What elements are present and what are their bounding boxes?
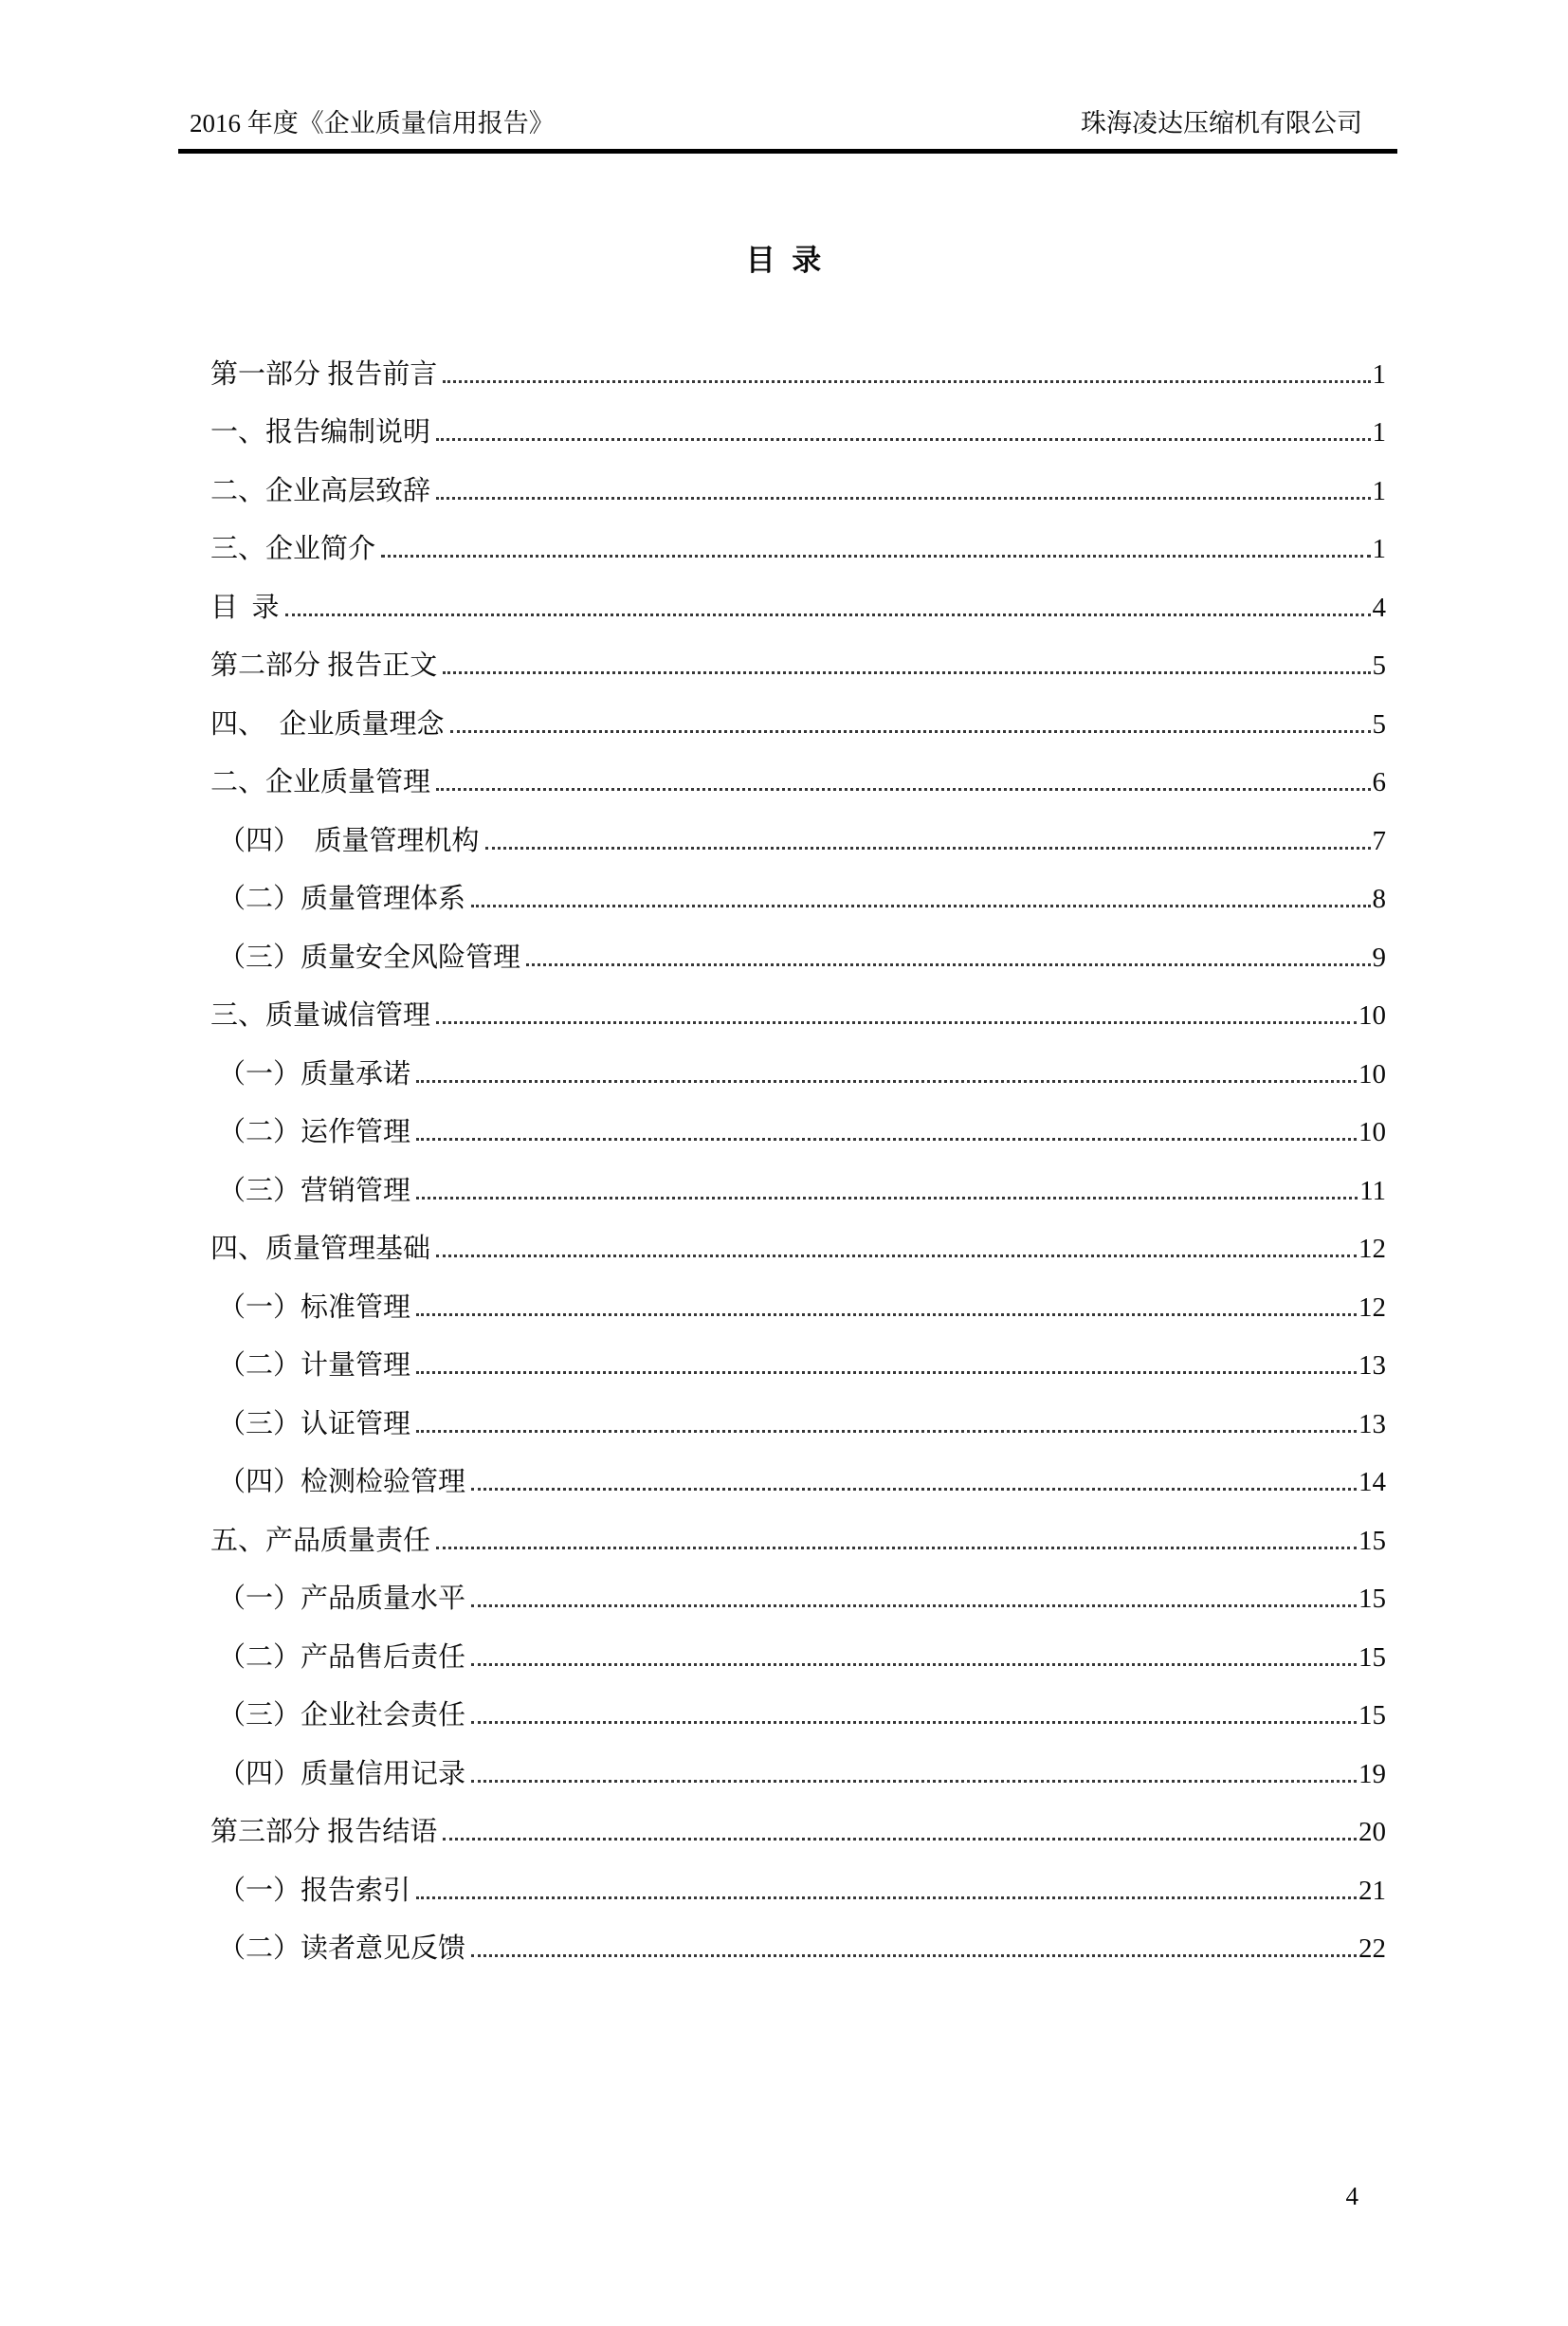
toc-dot-leader [416, 1430, 1357, 1433]
toc-dot-leader [443, 671, 1370, 674]
toc-dot-leader [443, 1838, 1357, 1841]
document-page [0, 108, 1568, 2326]
toc-dot-leader [416, 1080, 1357, 1083]
toc-entry-page-number: 22 [1358, 1933, 1386, 1964]
toc-entry-page-number: 1 [1372, 358, 1386, 390]
toc-entry [210, 392, 1386, 450]
toc-entry [210, 1325, 1386, 1383]
toc-entry [210, 683, 1386, 742]
toc-dot-leader [471, 1663, 1357, 1666]
header-company-name: 珠海凌达压缩机有限公司 [1081, 109, 1362, 137]
toc-dot-leader [485, 847, 1371, 850]
toc-entry-label: 五、产品质量责任 [210, 1525, 431, 1556]
toc-entry-page-number: 1 [1372, 475, 1386, 506]
toc-entry [210, 1091, 1386, 1150]
toc-dot-leader [471, 1954, 1357, 1957]
toc-entry [210, 1791, 1386, 1850]
toc-entry [210, 1675, 1386, 1733]
toc-entry-page-number: 13 [1358, 1350, 1386, 1381]
toc-entry-page-number: 14 [1358, 1467, 1386, 1497]
header-report-title: 2016 年度《企业质量信用报告》 [190, 109, 555, 137]
toc-entry-label: （四） 质量管理机构 [218, 825, 480, 856]
toc-entry-page-number: 11 [1359, 1175, 1386, 1206]
toc-entry-page-number: 10 [1358, 1000, 1386, 1031]
toc-entry-label: 第三部分 报告结语 [210, 1817, 438, 1847]
toc-entry [210, 1616, 1386, 1675]
toc-dot-leader [471, 1780, 1357, 1783]
toc-dot-leader [526, 963, 1370, 966]
toc-entry-label: （二）计量管理 [218, 1350, 411, 1381]
toc-entry [210, 566, 1386, 625]
toc-entry [210, 858, 1386, 917]
toc-entry-label: 第一部分 报告前言 [210, 358, 438, 390]
toc-entry-label: （二）产品售后责任 [218, 1641, 466, 1673]
toc-entry-label: 四、质量管理基础 [210, 1234, 431, 1264]
toc-entry [210, 1208, 1386, 1267]
toc-entry-page-number: 1 [1372, 417, 1386, 448]
toc-entry-page-number: 1 [1372, 534, 1386, 564]
toc-dot-leader [471, 905, 1370, 907]
toc-entry-label: 目 录 [210, 592, 280, 623]
toc-dot-leader [381, 555, 1370, 558]
toc-entry-page-number: 19 [1358, 1758, 1386, 1789]
toc-entry [210, 1732, 1386, 1791]
toc-entry-page-number: 15 [1358, 1641, 1386, 1673]
toc-entry-label: 四、 企业质量理念 [210, 708, 445, 740]
toc-dot-leader [416, 1896, 1357, 1899]
toc-entry [210, 916, 1386, 975]
toc-entry-page-number: 5 [1372, 650, 1386, 681]
toc-entry-label: （三）企业社会责任 [218, 1700, 466, 1731]
toc-dot-leader [416, 1138, 1357, 1141]
toc-entry-label: 二、企业高层致辞 [210, 475, 431, 506]
toc-entry [210, 1441, 1386, 1500]
toc-dot-leader [436, 788, 1370, 791]
toc-entry [210, 333, 1386, 392]
toc-entry-page-number: 12 [1358, 1234, 1386, 1264]
toc-entry-label: （二）运作管理 [218, 1117, 411, 1147]
toc-entry [210, 449, 1386, 508]
toc-entry [210, 1558, 1386, 1617]
toc-entry [210, 1383, 1386, 1441]
toc-entry-label: （一）质量承诺 [218, 1058, 411, 1090]
toc-entry [210, 1266, 1386, 1325]
toc-dot-leader [436, 438, 1370, 441]
toc-entry-page-number: 12 [1358, 1291, 1386, 1323]
toc-entry [210, 975, 1386, 1034]
toc-entry [210, 1499, 1386, 1558]
toc-entry-page-number: 15 [1358, 1584, 1386, 1614]
toc-entry [210, 625, 1386, 684]
toc-entry-page-number: 9 [1372, 942, 1386, 973]
toc-entry [210, 1033, 1386, 1091]
toc-entry [210, 1149, 1386, 1208]
toc-entry-page-number: 6 [1372, 767, 1386, 797]
toc-title: 目 录 [745, 244, 823, 277]
toc-dot-leader [416, 1197, 1358, 1200]
toc-entry-label: （四）质量信用记录 [218, 1758, 466, 1789]
toc-entry [210, 508, 1386, 567]
toc-entry-label: （三）营销管理 [218, 1175, 411, 1206]
toc-entry [210, 799, 1386, 858]
toc-entry-label: （一）标准管理 [218, 1291, 411, 1323]
toc-entry-label: 三、质量诚信管理 [210, 1000, 431, 1031]
toc-dot-leader [450, 730, 1371, 733]
toc-entry-label: （三）质量安全风险管理 [218, 942, 521, 973]
toc-entry-page-number: 20 [1358, 1817, 1386, 1847]
toc-entry-label: 第二部分 报告正文 [210, 650, 438, 681]
toc-entry-label: （四）检测检验管理 [218, 1467, 466, 1497]
toc-entry-label: （二）质量管理体系 [218, 884, 466, 914]
toc-entry-page-number: 4 [1372, 592, 1386, 623]
toc-entry-label: 一、报告编制说明 [210, 417, 431, 448]
toc-dot-leader [285, 614, 1371, 616]
toc-entry-label: （三）认证管理 [218, 1408, 411, 1439]
toc-entry [210, 742, 1386, 800]
footer-page-number: 4 [1345, 2182, 1358, 2210]
toc-dot-leader [471, 1604, 1357, 1607]
toc-entry-label: 三、企业简介 [210, 534, 376, 564]
toc-entry-page-number: 5 [1372, 708, 1386, 740]
toc-entry-page-number: 15 [1358, 1525, 1386, 1556]
toc-entry [210, 1908, 1386, 1967]
toc-dot-leader [471, 1488, 1357, 1491]
toc-entry-page-number: 21 [1358, 1875, 1386, 1906]
toc-entry-page-number: 7 [1372, 825, 1386, 856]
toc-list [210, 333, 1386, 1966]
toc-dot-leader [471, 1721, 1357, 1724]
toc-entry-page-number: 13 [1358, 1408, 1386, 1439]
toc-entry-label: （一）产品质量水平 [218, 1584, 466, 1614]
toc-entry-label: （一）报告索引 [218, 1875, 411, 1906]
toc-dot-leader [443, 380, 1370, 383]
toc-entry-page-number: 8 [1372, 884, 1386, 914]
toc-dot-leader [436, 1255, 1357, 1257]
toc-dot-leader [416, 1313, 1357, 1316]
toc-dot-leader [436, 1547, 1357, 1549]
toc-dot-leader [436, 497, 1370, 500]
toc-dot-leader [416, 1371, 1357, 1374]
toc-entry [210, 1849, 1386, 1908]
toc-entry-page-number: 15 [1358, 1700, 1386, 1731]
toc-entry-label: 二、企业质量管理 [210, 767, 431, 797]
toc-entry-page-number: 10 [1358, 1117, 1386, 1147]
toc-entry-label: （二）读者意见反馈 [218, 1933, 466, 1964]
toc-dot-leader [436, 1021, 1357, 1024]
page-header [178, 108, 1397, 154]
toc-entry-page-number: 10 [1358, 1058, 1386, 1090]
